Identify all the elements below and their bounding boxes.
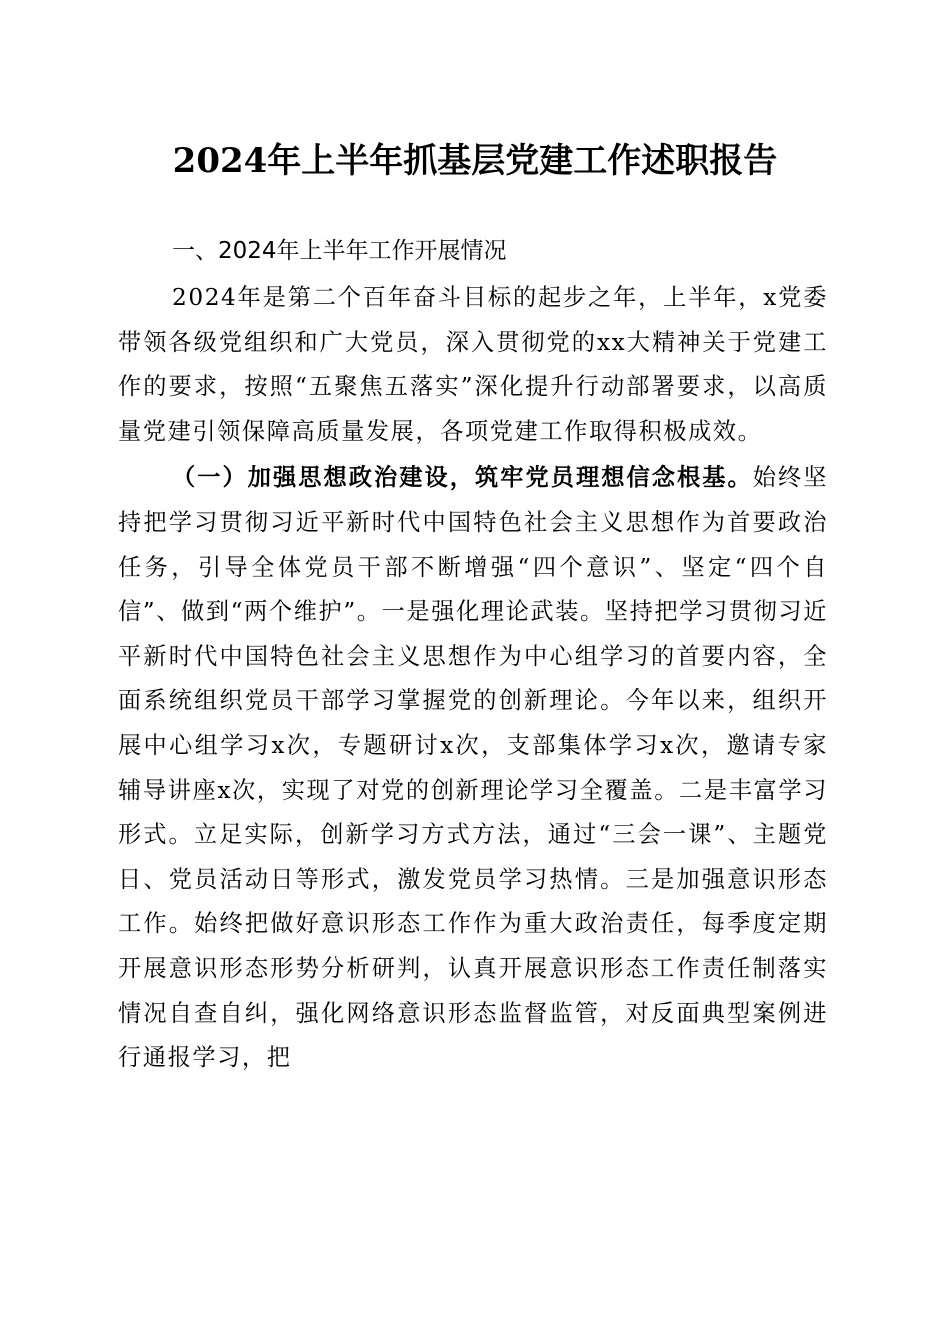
section-heading: 一、2024年上半年工作开展情况 [172,238,507,264]
paragraph-intro: 2024年是第二个百年奋斗目标的起步之年，上半年，x党委带领各级党组织和广大党员，深入贯彻党的xx大精神关于党建工作的要求，按照“五聚焦五落实”深化提升行动部署要求，以高质量党建引领保障高质量发展，各项党建工作取得积极成效。 [118,284,828,445]
paragraph-ideological-building [118,456,828,1080]
paragraph-lead-heading: （一）加强思想政治建设，筑牢党员理想信念根基。 [172,464,753,492]
document-body [118,228,828,1081]
paragraph-body-text: 始终坚持把学习贯彻习近平新时代中国特色社会主义思想作为首要政治任务，引导全体党员干部不断增强“四个意识”、坚定“四个自信”、做到“两个维护”。一是强化理论武装。坚持把学习贯彻习近平新时代中国特色社会主义思想作为中心组学习的首要内容，全面系统组织党员干部学习掌握党的创新理论。今年以来，组织开展中心组学习x次，专题研讨x次，支部集体学习x次，邀请专家辅导讲座x次，实现了对党的创新理论学习全覆盖。二是丰富学习形式。立足实际，创新学习方式方法，通过“三会一课”、主题党日、党员活动日等形式，激发党员学习热情。三是加强意识形态工作。始终把做好意识形态工作作为重大政治责任，每季度定期开展意识形态形势分析研判，认真开展意识形态工作责任制落实情况自查自纠，强化网络意识形态监督监管，对反面典型案例进行通报学习，把 [118,464,828,1072]
document-title: 2024年上半年抓基层党建工作述职报告 [172,141,778,181]
